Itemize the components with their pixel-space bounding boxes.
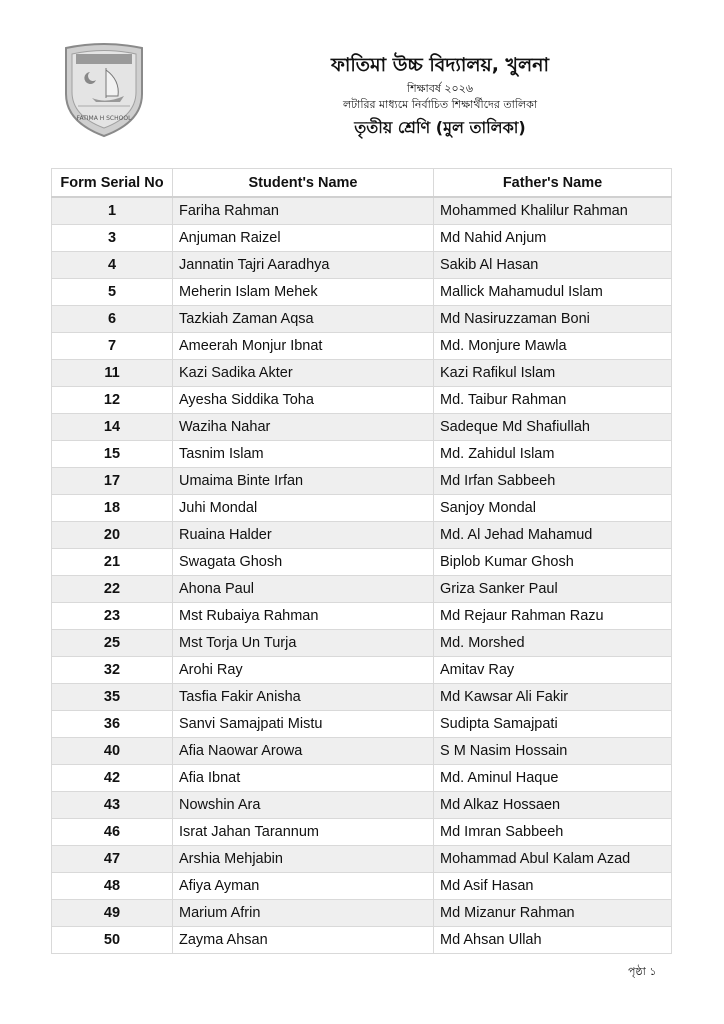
cell-form-serial: 49 [52,900,173,927]
cell-student-name: Mst Rubaiya Rahman [173,603,434,630]
table-header-row [52,169,672,198]
table-row [52,252,672,279]
cell-student-name: Arohi Ray [173,657,434,684]
table-row [52,630,672,657]
cell-father-name: Md Nasiruzzaman Boni [434,306,672,333]
cell-father-name: Mallick Mahamudul Islam [434,279,672,306]
cell-form-serial: 1 [52,197,173,225]
table-row [52,846,672,873]
cell-student-name: Marium Afrin [173,900,434,927]
cell-form-serial: 36 [52,711,173,738]
table-row [52,387,672,414]
cell-student-name: Ruaina Halder [173,522,434,549]
cell-student-name: Juhi Mondal [173,495,434,522]
cell-student-name: Afia Ibnat [173,765,434,792]
cell-father-name: Biplob Kumar Ghosh [434,549,672,576]
cell-father-name: Sakib Al Hasan [434,252,672,279]
table-row [52,792,672,819]
document-header [160,52,660,139]
table-row [52,197,672,225]
cell-father-name: Md. Taibur Rahman [434,387,672,414]
cell-student-name: Anjuman Raizel [173,225,434,252]
cell-form-serial: 43 [52,792,173,819]
table-row [52,360,672,387]
table-row [52,738,672,765]
cell-form-serial: 42 [52,765,173,792]
cell-form-serial: 22 [52,576,173,603]
cell-father-name: Md Asif Hasan [434,873,672,900]
cell-student-name: Ameerah Monjur Ibnat [173,333,434,360]
table-row [52,279,672,306]
table-row [52,333,672,360]
cell-student-name: Zayma Ahsan [173,927,434,954]
table-row [52,576,672,603]
table-row [52,549,672,576]
table-row [52,522,672,549]
cell-form-serial: 18 [52,495,173,522]
class-title: তৃতীয় শ্রেণি (মুল তালিকা) [354,118,526,137]
table-row [52,468,672,495]
cell-form-serial: 50 [52,927,173,954]
cell-father-name: Amitav Ray [434,657,672,684]
table-row [52,306,672,333]
cell-student-name: Mst Torja Un Turja [173,630,434,657]
cell-father-name: Md Imran Sabbeeh [434,819,672,846]
cell-father-name: Md. Aminul Haque [434,765,672,792]
cell-form-serial: 3 [52,225,173,252]
cell-student-name: Waziha Nahar [173,414,434,441]
list-caption: লটারির মাধ্যমে নির্বাচিত শিক্ষার্থীদের তালিকা [342,98,538,111]
cell-student-name: Afia Naowar Arowa [173,738,434,765]
cell-form-serial: 12 [52,387,173,414]
cell-student-name: Ahona Paul [173,576,434,603]
cell-father-name: Md. Zahidul Islam [434,441,672,468]
cell-form-serial: 35 [52,684,173,711]
cell-form-serial: 46 [52,819,173,846]
header-student-name: Student's Name [173,169,434,198]
cell-form-serial: 48 [52,873,173,900]
cell-father-name: Md Nahid Anjum [434,225,672,252]
cell-father-name: Md Alkaz Hossaen [434,792,672,819]
cell-form-serial: 11 [52,360,173,387]
cell-form-serial: 25 [52,630,173,657]
cell-form-serial: 6 [52,306,173,333]
cell-father-name: Sadeque Md Shafiullah [434,414,672,441]
table-row [52,414,672,441]
table-row [52,927,672,954]
cell-form-serial: 14 [52,414,173,441]
table-row [52,603,672,630]
academic-year: শিক্ষাবর্ষ ২০২৬ [406,82,474,95]
cell-father-name: Md Rejaur Rahman Razu [434,603,672,630]
cell-form-serial: 32 [52,657,173,684]
cell-father-name: Kazi Rafikul Islam [434,360,672,387]
cell-father-name: Griza Sanker Paul [434,576,672,603]
table-row [52,711,672,738]
cell-student-name: Arshia Mehjabin [173,846,434,873]
table-row [52,225,672,252]
cell-form-serial: 4 [52,252,173,279]
cell-form-serial: 23 [52,603,173,630]
table-row [52,657,672,684]
cell-form-serial: 17 [52,468,173,495]
cell-father-name: Md Ahsan Ullah [434,927,672,954]
cell-student-name: Israt Jahan Tarannum [173,819,434,846]
cell-form-serial: 47 [52,846,173,873]
school-name: ফাতিমা উচ্চ বিদ্যালয়, খুলনা [330,54,550,76]
cell-student-name: Nowshin Ara [173,792,434,819]
student-list-table [51,168,672,954]
table-row [52,900,672,927]
cell-father-name: Md. Monjure Mawla [434,333,672,360]
cell-student-name: Tasfia Fakir Anisha [173,684,434,711]
cell-form-serial: 40 [52,738,173,765]
cell-father-name: Mohammad Abul Kalam Azad [434,846,672,873]
header-father-name: Father's Name [434,169,672,198]
cell-form-serial: 5 [52,279,173,306]
cell-father-name: Md. Al Jehad Mahamud [434,522,672,549]
cell-student-name: Sanvi Samajpati Mistu [173,711,434,738]
table-row [52,495,672,522]
cell-student-name: Kazi Sadika Akter [173,360,434,387]
cell-form-serial: 15 [52,441,173,468]
cell-student-name: Tasnim Islam [173,441,434,468]
cell-form-serial: 21 [52,549,173,576]
table-row [52,873,672,900]
cell-student-name: Umaima Binte Irfan [173,468,434,495]
cell-father-name: Mohammed Khalilur Rahman [434,197,672,225]
cell-student-name: Tazkiah Zaman Aqsa [173,306,434,333]
cell-student-name: Jannatin Tajri Aaradhya [173,252,434,279]
cell-form-serial: 7 [52,333,173,360]
cell-father-name: Sudipta Samajpati [434,711,672,738]
table-body [52,197,672,954]
cell-father-name: Md Irfan Sabbeeh [434,468,672,495]
table-row [52,441,672,468]
table-row [52,684,672,711]
cell-father-name: S M Nasim Hossain [434,738,672,765]
school-logo [62,42,146,138]
header-form-serial: Form Serial No [52,169,173,198]
cell-student-name: Swagata Ghosh [173,549,434,576]
cell-father-name: Md. Morshed [434,630,672,657]
school-crest-icon [62,42,146,138]
cell-student-name: Meherin Islam Mehek [173,279,434,306]
table-row [52,819,672,846]
page-number: পৃষ্ঠা ১ [628,965,657,978]
table-row [52,765,672,792]
cell-student-name: Fariha Rahman [173,197,434,225]
cell-student-name: Ayesha Siddika Toha [173,387,434,414]
cell-father-name: Sanjoy Mondal [434,495,672,522]
cell-form-serial: 20 [52,522,173,549]
svg-text:FATIMA H SCHOOL: FATIMA H SCHOOL [76,115,132,122]
cell-student-name: Afiya Ayman [173,873,434,900]
cell-father-name: Md Mizanur Rahman [434,900,672,927]
cell-father-name: Md Kawsar Ali Fakir [434,684,672,711]
